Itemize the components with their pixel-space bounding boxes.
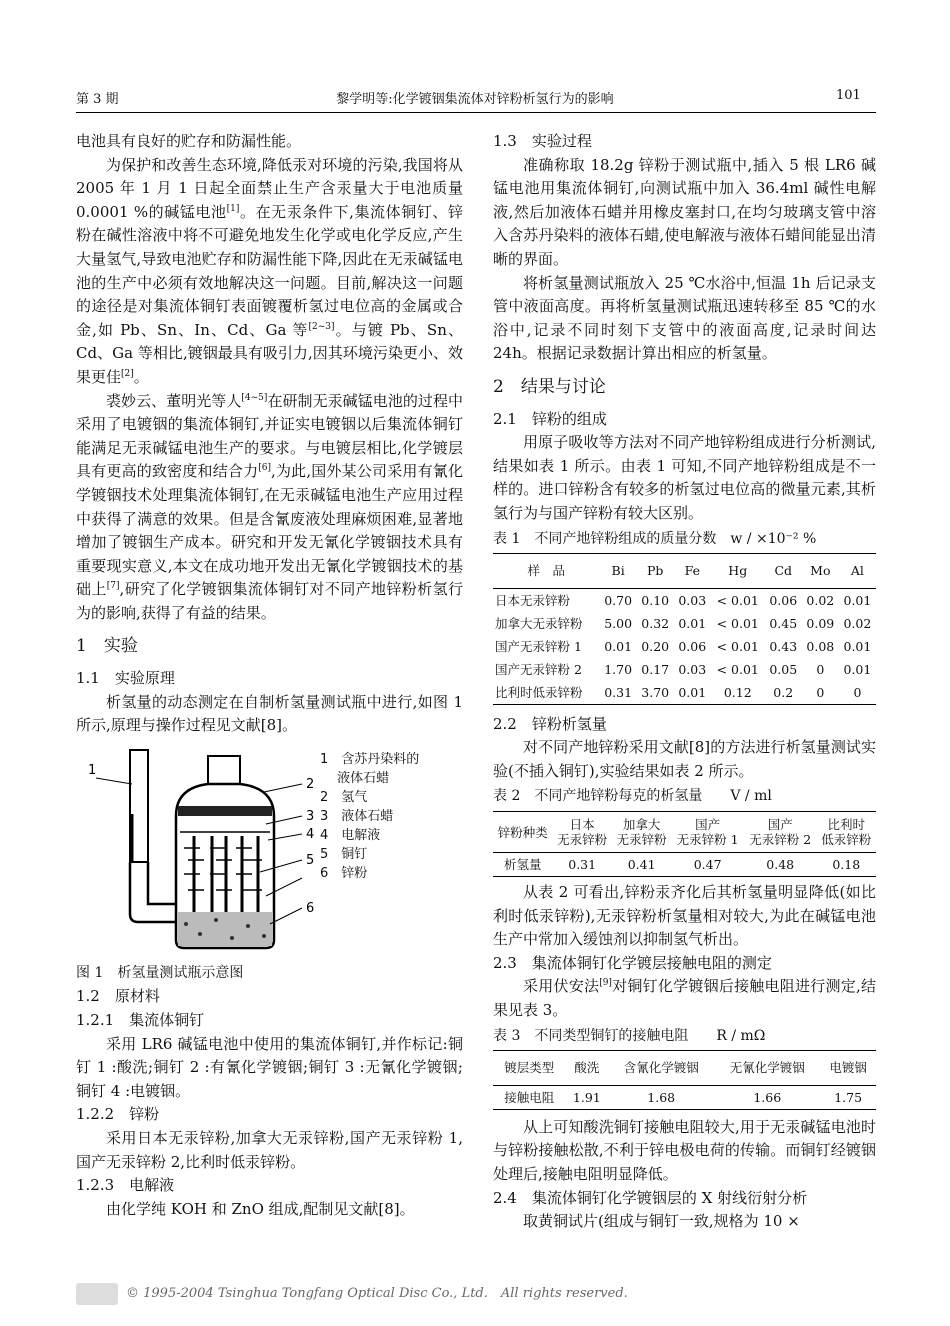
table-row bbox=[493, 853, 876, 877]
table-row bbox=[493, 588, 876, 612]
table-cell: 0.32 bbox=[641, 615, 670, 631]
subsection-heading: 2.4 集流体铜钉化学镀铟层的 X 射线衍射分析 bbox=[493, 1188, 808, 1207]
table-header: 国产 无汞锌粉 2 bbox=[744, 812, 817, 853]
table-cell: 0.41 bbox=[627, 857, 656, 873]
table-cell: 析氢量 bbox=[503, 857, 542, 873]
table-cell: 0.09 bbox=[806, 615, 835, 631]
table-cell: 0.01 bbox=[843, 638, 872, 654]
fig-label-1: 1 bbox=[88, 762, 97, 778]
table-cell: 0.05 bbox=[769, 661, 798, 677]
cnki-logo-icon bbox=[76, 1283, 118, 1305]
left-column bbox=[76, 130, 463, 1221]
table-cell: 0 bbox=[816, 684, 825, 700]
table-cell: 0.01 bbox=[843, 592, 872, 608]
table-cell: 0.03 bbox=[678, 592, 707, 608]
subsection-heading: 1.2 原材料 bbox=[76, 987, 160, 1006]
table-cell: 0.08 bbox=[806, 638, 835, 654]
table-cell: 1.75 bbox=[834, 1089, 863, 1105]
table-header: 锌粉种类 bbox=[493, 812, 552, 853]
table-header: 含氰化学镀铟 bbox=[608, 1051, 714, 1086]
paragraph: 从上可知酸洗铜钉接触电阻较大,用于无汞碱锰电池时与锌粉接触松散,不利于锌电极电荷的传输。而铜钉经镀铟处理后,接触电阻明显降低。 bbox=[493, 1117, 876, 1183]
right-column bbox=[493, 130, 876, 1234]
table-cell: 0.01 bbox=[678, 615, 707, 631]
table-header: 比利时 低汞锌粉 bbox=[817, 812, 876, 853]
table-cell: 接触电阻 bbox=[504, 1089, 555, 1105]
paragraph: 取黄铜试片(组成与铜钉一致,规格为 10 × bbox=[523, 1212, 800, 1231]
table-cell: 1.68 bbox=[647, 1089, 676, 1105]
paragraph: 析氢量的动态测定在自制析氢量测试瓶中进行,如图 1 所示,原理与操作过程见文献[8]。 bbox=[76, 692, 463, 735]
figure-legend bbox=[320, 750, 419, 883]
table-2-caption: 表 2 不同产地锌粉每克的析氢量 V / ml bbox=[493, 788, 772, 805]
table-cell: 0.03 bbox=[678, 661, 707, 677]
table-header: 日本 无汞锌粉 bbox=[552, 812, 611, 853]
table-header: Bi bbox=[600, 554, 637, 589]
subsection-heading: 2.3 集流体铜钉化学镀层接触电阻的测定 bbox=[493, 953, 772, 972]
table-header: 镀层类型 bbox=[493, 1051, 565, 1086]
table-cell: 0.01 bbox=[678, 684, 707, 700]
fig-label-2: 2 bbox=[306, 776, 315, 792]
table-header: Hg bbox=[711, 554, 765, 589]
table-cell: 0.45 bbox=[769, 615, 798, 631]
subsection-heading: 1.1 实验原理 bbox=[76, 669, 175, 688]
table-row bbox=[493, 681, 876, 705]
table-row-label: 国产无汞锌粉 2 bbox=[495, 661, 582, 677]
table-cell: 0.18 bbox=[832, 857, 861, 873]
table-header: Pb bbox=[637, 554, 674, 589]
table-cell: 0.17 bbox=[641, 661, 670, 677]
table-header: Al bbox=[839, 554, 876, 589]
table-cell: 0 bbox=[816, 661, 825, 677]
table-2 bbox=[493, 811, 876, 877]
subsection-heading: 1.2.3 电解液 bbox=[76, 1176, 175, 1195]
paragraph: 采用 LR6 碱锰电池中使用的集流体铜钉,并作标记:铜钉 1 :酸洗;铜钉 2 :有氰化学镀铟;铜钉 3 :无氰化学镀铟;铜钉 4 :电镀铟。 bbox=[76, 1034, 463, 1100]
fig-label-6: 6 bbox=[306, 900, 315, 916]
table-row-label: 加拿大无汞锌粉 bbox=[495, 615, 583, 631]
table-cell: < 0.01 bbox=[716, 638, 759, 654]
legend-item: 4 电解液 bbox=[320, 827, 381, 843]
section-heading: 1 实验 bbox=[76, 636, 138, 657]
header-page-number: 101 bbox=[836, 88, 861, 103]
table-cell: 0.01 bbox=[843, 661, 872, 677]
subsection-heading: 2.2 锌粉析氢量 bbox=[493, 714, 607, 733]
table-cell: 0.43 bbox=[769, 638, 798, 654]
legend-item: 5 铜钉 bbox=[320, 846, 368, 862]
table-header: 酸洗 bbox=[565, 1051, 608, 1086]
paragraph: 由化学纯 KOH 和 ZnO 组成,配制见文献[8]。 bbox=[106, 1199, 415, 1218]
table-1-caption: 表 1 不同产地锌粉组成的质量分数 w / ×10⁻² % bbox=[493, 530, 817, 547]
paragraph: 用原子吸收等方法对不同产地锌粉组成进行分析测试,结果如表 1 所示。由表 1 可知,不同产地锌粉组成是不一样的。进口锌粉含有较多的析氢过电位高的微量元素,其析氢行为与国产锌粉有较大区别。 bbox=[493, 433, 876, 522]
table-row bbox=[493, 658, 876, 681]
table-row-label: 国产无汞锌粉 1 bbox=[495, 638, 582, 654]
fig-label-4: 4 bbox=[306, 826, 315, 842]
table-cell: 0.02 bbox=[843, 615, 872, 631]
table-1-body bbox=[493, 588, 876, 704]
paragraph: 准确称取 18.2g 锌粉于测试瓶中,插入 5 根 LR6 碱锰电池用集流体铜钉,向测试瓶中加入 36.4ml 碱性电解液,然后加液体石蜡并用橡皮塞封口,在均匀玻璃支管中溶入含苏丹染料的液体石蜡,使电解液与液体石蜡间能显出清晰的界面。 bbox=[493, 155, 876, 268]
table-header: 无氰化学镀铟 bbox=[714, 1051, 820, 1086]
table-3-caption: 表 3 不同类型铜钉的接触电阻 R / mΩ bbox=[493, 1027, 766, 1044]
header-rule bbox=[76, 112, 876, 113]
table-cell: 0.12 bbox=[723, 684, 752, 700]
table-cell: 0.06 bbox=[769, 592, 798, 608]
paragraph: 采用日本无汞锌粉,加拿大无汞锌粉,国产无汞锌粉 1,国产无汞锌粉 2,比利时低汞锌粉。 bbox=[76, 1129, 463, 1171]
table-header: Cd bbox=[765, 554, 802, 589]
table-header: 样 品 bbox=[493, 554, 600, 589]
table-cell: 1.66 bbox=[753, 1089, 782, 1105]
table-row bbox=[493, 612, 876, 635]
fig-label-3: 3 bbox=[306, 808, 315, 824]
table-cell: 3.70 bbox=[641, 684, 670, 700]
paragraph: 对不同产地锌粉采用文献[8]的方法进行析氢量测试实验(不插入铜钉),实验结果如表 2 所示。 bbox=[493, 738, 876, 780]
fig-label-5: 5 bbox=[306, 852, 315, 868]
table-cell: 0.31 bbox=[568, 857, 597, 873]
paragraph: 采用伏安法[9]对铜钉化学镀铟后接触电阻进行测定,结果见表 3。 bbox=[493, 977, 876, 1020]
legend-item: 1 含苏丹染料的 bbox=[320, 751, 420, 767]
table-row-label: 比利时低汞锌粉 bbox=[495, 684, 583, 700]
table-cell: 0.01 bbox=[604, 638, 633, 654]
paragraph: 裘妙云、董明光等人[4~5]在研制无汞碱锰电池的过程中采用了电镀铟的集流体铜钉,并证实电镀铟以后集流体铜钉能满足无汞碱锰电池生产的要求。与电镀层相比,化学镀层具有更高的致密度和结合力[6],为此,国外某公司采用有氰化学镀铟技术处理集流体铜钉,在无汞碱锰电池生产应用过程中获得了满意的效果。但是含氰废液处理麻烦困难,显著地增加了镀铟生产成本。研究和开发无氰化学镀铟技术具有重要现实意义,本文在成功地开发出无氰化学镀铟技术的基础上[7],研究了化学镀铟集流体铜钉对不同产地锌粉析氢行为的影响,获得了有益的结果。 bbox=[76, 391, 463, 622]
table-header: Fe bbox=[674, 554, 711, 589]
table-1 bbox=[493, 553, 876, 705]
table-cell: 0.48 bbox=[766, 857, 795, 873]
paragraph: 电池具有良好的贮存和防漏性能。 bbox=[76, 132, 302, 150]
table-cell: 0.31 bbox=[604, 684, 633, 700]
section-heading: 2 结果与讨论 bbox=[493, 376, 606, 397]
table-cell: 1.70 bbox=[604, 661, 633, 677]
table-cell: 0.06 bbox=[678, 638, 707, 654]
copyright-footer bbox=[76, 1282, 628, 1305]
table-header: 加拿大 无汞锌粉 bbox=[612, 812, 671, 853]
table-header: Mo bbox=[802, 554, 839, 589]
table-cell: < 0.01 bbox=[716, 661, 759, 677]
legend-item: 6 锌粉 bbox=[320, 865, 368, 881]
subsection-heading: 1.3 实验过程 bbox=[493, 132, 592, 150]
table-row bbox=[493, 635, 876, 658]
table-cell: 0.10 bbox=[641, 592, 670, 608]
table-cell: 0.02 bbox=[806, 592, 835, 608]
legend-item: 2 氢气 bbox=[320, 789, 368, 805]
table-cell: 0.47 bbox=[693, 857, 722, 873]
paragraph: 将析氢量测试瓶放入 25 ℃水浴中,恒温 1h 后记录支管中液面高度。再将析氢量测试瓶迅速转移至 85 ℃的水浴中,记录不同时刻下支管中的液面高度,记录时间达 24h。根据记录数据计算出相应的析氢量。 bbox=[493, 273, 876, 363]
copyright-text: © 1995-2004 Tsinghua Tongfang Optical Disc Co., Ltd. All rights reserved. bbox=[126, 1286, 628, 1301]
paragraph: 为保护和改善生态环境,降低汞对环境的污染,我国将从 2005 年 1 月 1 日起全面禁止生产含汞量大于电池质量 0.0001 %的碱锰电池[1]。在无汞条件下,集流体铜钉、锌粉在碱性溶液中将不可避免地发生化学或电化学反应,产生大量氢气,导致电池贮存和防漏性能下降,因此在无汞碱锰电池的生产中必须有效地解决这一问题。目前,解决这一问题的途径是对集流体铜钉表面镀覆析氢过电位高的金属或合金,如 Pb、Sn、In、Cd、Ga 等[2~3]。与镀 Pb、Sn、Cd、Ga 等相比,镀铟最具有吸引力,因其环境污染更小、效果更佳[2]。 bbox=[76, 155, 463, 386]
table-header: 国产 无汞锌粉 1 bbox=[671, 812, 744, 853]
header-issue: 第 3 期 bbox=[76, 92, 119, 107]
table-cell: 0.2 bbox=[773, 684, 794, 700]
table-cell: < 0.01 bbox=[716, 615, 759, 631]
table-cell: 1.91 bbox=[572, 1089, 601, 1105]
legend-item: 液体石蜡 bbox=[320, 770, 390, 786]
table-cell: 5.00 bbox=[604, 615, 633, 631]
subsection-heading: 1.2.1 集流体铜钉 bbox=[76, 1011, 205, 1030]
table-row-label: 日本无汞锌粉 bbox=[495, 592, 571, 608]
paragraph: 从表 2 可看出,锌粉汞齐化后其析氢量明显降低(如比利时低汞锌粉),无汞锌粉析氢量相对较大,为此在碱锰电池生产中常加入缓蚀剂以抑制氢气析出。 bbox=[493, 883, 876, 949]
subsection-heading: 1.2.2 锌粉 bbox=[76, 1105, 160, 1124]
table-header: 电镀铟 bbox=[820, 1051, 876, 1086]
table-cell: 0 bbox=[853, 684, 862, 700]
table-cell: < 0.01 bbox=[716, 592, 759, 608]
table-cell: 0.70 bbox=[604, 592, 633, 608]
figure-1 bbox=[76, 744, 463, 960]
header-title: 黎学明等:化学镀铟集流体对锌粉析氢行为的影响 bbox=[336, 92, 614, 107]
subsection-heading: 2.1 锌粉的组成 bbox=[493, 409, 607, 428]
legend-item: 3 液体石蜡 bbox=[320, 808, 394, 824]
table-cell: 0.20 bbox=[641, 638, 670, 654]
table-row bbox=[493, 1085, 876, 1109]
figure-caption: 图 1 析氢量测试瓶示意图 bbox=[76, 964, 244, 981]
table-3 bbox=[493, 1050, 876, 1110]
